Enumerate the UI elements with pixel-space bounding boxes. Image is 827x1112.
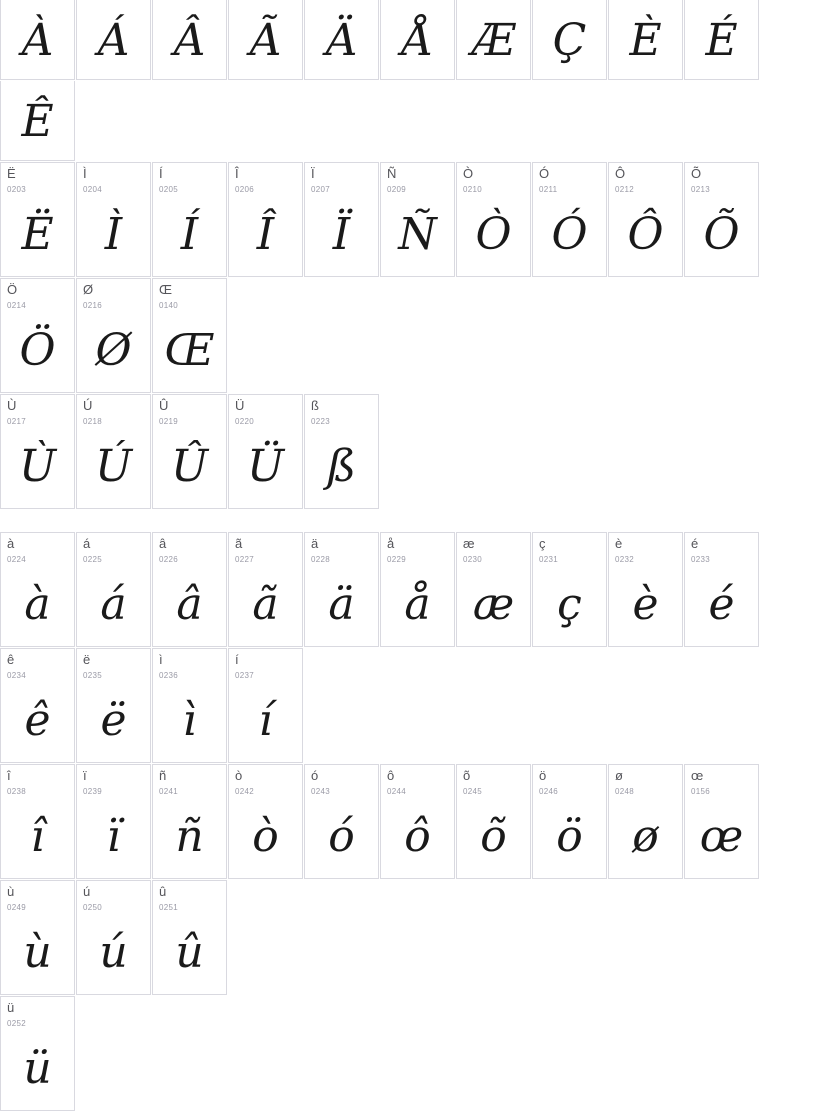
glyph-code-label: 0207 xyxy=(311,185,330,194)
glyph-character-label: Û xyxy=(159,398,169,413)
glyph-preview: ï xyxy=(106,810,121,862)
glyph-cell[interactable] xyxy=(228,0,303,80)
glyph-character-label: û xyxy=(159,884,167,899)
glyph-code-label: 0206 xyxy=(235,185,254,194)
glyph-grid-uppercase xyxy=(0,0,827,510)
glyph-cell[interactable] xyxy=(608,764,683,879)
glyph-character-label: à xyxy=(7,536,15,551)
glyph-preview: È xyxy=(629,14,662,66)
glyph-character-label: Ù xyxy=(7,398,17,413)
glyph-preview: õ xyxy=(480,810,507,862)
glyph-cell[interactable] xyxy=(76,278,151,393)
glyph-preview: Ø xyxy=(95,324,132,376)
glyph-code-label: 0229 xyxy=(387,555,406,564)
glyph-preview: Î xyxy=(256,208,275,260)
glyph-cell[interactable] xyxy=(456,162,531,277)
glyph-cell[interactable] xyxy=(228,394,303,509)
glyph-code-label: 0210 xyxy=(463,185,482,194)
glyph-preview: Â xyxy=(173,14,206,66)
glyph-character-label: Ï xyxy=(311,166,315,181)
block-separator xyxy=(0,510,827,532)
glyph-cell[interactable] xyxy=(152,394,227,509)
glyph-code-label: 0244 xyxy=(387,787,406,796)
glyph-character-label: Ë xyxy=(7,166,16,181)
glyph-preview: ç xyxy=(557,578,582,630)
glyph-code-label: 0228 xyxy=(311,555,330,564)
glyph-preview: Æ xyxy=(471,14,516,66)
glyph-character-label: ì xyxy=(159,652,163,667)
glyph-cell[interactable] xyxy=(380,532,455,647)
glyph-code-label: 0230 xyxy=(463,555,482,564)
glyph-preview: í xyxy=(258,694,273,746)
glyph-character-label: ñ xyxy=(159,768,167,783)
glyph-code-label: 0213 xyxy=(691,185,710,194)
glyph-character-label: œ xyxy=(691,768,704,783)
glyph-cell[interactable] xyxy=(380,0,455,80)
glyph-code-label: 0212 xyxy=(615,185,634,194)
glyph-cell[interactable] xyxy=(152,764,227,879)
glyph-character-label: ï xyxy=(83,768,87,783)
glyph-character-label: ã xyxy=(235,536,243,551)
glyph-character-label: ú xyxy=(83,884,91,899)
glyph-cell[interactable] xyxy=(228,648,303,763)
glyph-cell[interactable] xyxy=(304,764,379,879)
glyph-code-label: 0225 xyxy=(83,555,102,564)
glyph-code-label: 0219 xyxy=(159,417,178,426)
glyph-preview: á xyxy=(100,578,127,630)
glyph-cell[interactable] xyxy=(152,532,227,647)
glyph-preview: ö xyxy=(556,810,583,862)
glyph-code-label: 0205 xyxy=(159,185,178,194)
glyph-cell[interactable] xyxy=(456,532,531,647)
glyph-preview: Ö xyxy=(19,324,56,376)
glyph-character-label: õ xyxy=(463,768,471,783)
glyph-character-label: ò xyxy=(235,768,243,783)
glyph-character-label: æ xyxy=(463,536,475,551)
glyph-code-label: 0227 xyxy=(235,555,254,564)
glyph-preview: Ô xyxy=(627,208,664,260)
glyph-preview: ì xyxy=(182,694,197,746)
glyph-cell[interactable] xyxy=(76,764,151,879)
glyph-preview: ß xyxy=(326,440,357,492)
glyph-character-label: Ì xyxy=(83,166,87,181)
glyph-character-label: Ó xyxy=(539,166,550,181)
glyph-code-label: 0237 xyxy=(235,671,254,680)
glyph-preview: ñ xyxy=(175,810,204,862)
glyph-code-label: 0214 xyxy=(7,301,26,310)
glyph-character-label: î xyxy=(7,768,11,783)
glyph-preview: Ò xyxy=(475,208,512,260)
glyph-code-label: 0216 xyxy=(83,301,102,310)
glyph-character-label: Í xyxy=(159,166,163,181)
glyph-character-label: Ò xyxy=(463,166,474,181)
glyph-code-label: 0252 xyxy=(7,1019,26,1028)
glyph-code-label: 0245 xyxy=(463,787,482,796)
glyph-preview: Ñ xyxy=(398,208,437,260)
glyph-preview: ù xyxy=(23,926,52,978)
glyph-character-label: Î xyxy=(235,166,239,181)
glyph-character-label: ø xyxy=(615,768,623,783)
glyph-cell[interactable] xyxy=(152,880,227,995)
glyph-preview: Å xyxy=(401,14,434,66)
glyph-preview: Ü xyxy=(246,440,285,492)
glyph-cell[interactable] xyxy=(532,532,607,647)
glyph-code-label: 0203 xyxy=(7,185,26,194)
glyph-character-label: ü xyxy=(7,1000,15,1015)
glyph-preview: â xyxy=(176,578,203,630)
glyph-cell[interactable] xyxy=(228,532,303,647)
glyph-cell[interactable] xyxy=(304,162,379,277)
glyph-code-label: 0226 xyxy=(159,555,178,564)
glyph-code-label: 0239 xyxy=(83,787,102,796)
glyph-character-label: ô xyxy=(387,768,395,783)
glyph-cell[interactable] xyxy=(0,394,75,509)
glyph-cell[interactable] xyxy=(304,532,379,647)
glyph-cell[interactable] xyxy=(0,0,75,80)
glyph-character-label: ä xyxy=(311,536,319,551)
glyph-preview: Ó xyxy=(551,208,588,260)
glyph-cell[interactable] xyxy=(380,764,455,879)
glyph-preview: ø xyxy=(632,810,659,862)
glyph-character-label: Œ xyxy=(159,282,172,297)
glyph-code-label: 0231 xyxy=(539,555,558,564)
glyph-code-label: 0220 xyxy=(235,417,254,426)
glyph-code-label: 0246 xyxy=(539,787,558,796)
glyph-cell[interactable] xyxy=(76,0,151,80)
glyph-character-label: ç xyxy=(539,536,546,551)
glyph-cell[interactable] xyxy=(0,764,75,879)
glyph-preview: Œ xyxy=(164,324,215,376)
glyph-cell[interactable] xyxy=(304,394,379,509)
glyph-cell[interactable] xyxy=(76,394,151,509)
glyph-code-label: 0242 xyxy=(235,787,254,796)
glyph-character-label: é xyxy=(691,536,699,551)
glyph-cell[interactable] xyxy=(0,278,75,393)
glyph-cell[interactable] xyxy=(608,0,683,80)
glyph-cell[interactable] xyxy=(684,0,759,80)
glyph-character-label: Ñ xyxy=(387,166,397,181)
glyph-cell[interactable] xyxy=(76,880,151,995)
glyph-code-label: 0233 xyxy=(691,555,710,564)
glyph-cell[interactable] xyxy=(532,0,607,80)
glyph-cell[interactable] xyxy=(380,162,455,277)
glyph-character-label: Ô xyxy=(615,166,626,181)
glyph-code-label: 0250 xyxy=(83,903,102,912)
glyph-code-label: 0241 xyxy=(159,787,178,796)
glyph-cell[interactable] xyxy=(152,162,227,277)
glyph-preview: À xyxy=(21,14,54,66)
glyph-cell[interactable] xyxy=(684,162,759,277)
glyph-character-label: Ü xyxy=(235,398,245,413)
glyph-cell[interactable] xyxy=(608,162,683,277)
glyph-preview: û xyxy=(175,926,204,978)
glyph-code-label: 0223 xyxy=(311,417,330,426)
glyph-character-label: â xyxy=(159,536,167,551)
glyph-code-label: 0243 xyxy=(311,787,330,796)
glyph-preview: ü xyxy=(23,1042,52,1094)
uppercase-accented-block xyxy=(0,0,827,510)
glyph-cell[interactable] xyxy=(152,278,227,393)
glyph-preview: ú xyxy=(99,926,128,978)
glyph-preview: å xyxy=(404,578,431,630)
glyph-code-label: 0156 xyxy=(691,787,710,796)
glyph-cell[interactable] xyxy=(532,764,607,879)
glyph-cell[interactable] xyxy=(0,532,75,647)
glyph-character-label: ù xyxy=(7,884,15,899)
glyph-preview: Ì xyxy=(104,208,123,260)
glyph-character-label: ß xyxy=(311,398,319,413)
glyph-preview: Ç xyxy=(552,14,587,66)
glyph-preview: ó xyxy=(328,810,355,862)
glyph-code-label: 0238 xyxy=(7,787,26,796)
glyph-code-label: 0251 xyxy=(159,903,178,912)
glyph-character-label: Ö xyxy=(7,282,18,297)
glyph-cell[interactable] xyxy=(152,0,227,80)
glyph-code-label: 0218 xyxy=(83,417,102,426)
glyph-preview: è xyxy=(632,578,659,630)
glyph-preview: à xyxy=(24,578,51,630)
glyph-cell[interactable] xyxy=(152,648,227,763)
glyph-preview: Û xyxy=(170,440,209,492)
glyph-cell[interactable] xyxy=(76,162,151,277)
glyph-preview: Ê xyxy=(21,95,54,147)
glyph-code-label: 0204 xyxy=(83,185,102,194)
glyph-cell[interactable] xyxy=(456,764,531,879)
glyph-character-label: è xyxy=(615,536,623,551)
glyph-cell[interactable] xyxy=(304,0,379,80)
glyph-code-label: 0209 xyxy=(387,185,406,194)
glyph-character-label: ó xyxy=(311,768,319,783)
glyph-preview: Ù xyxy=(18,440,57,492)
glyph-character-label: Ú xyxy=(83,398,93,413)
glyph-character-label: ê xyxy=(7,652,15,667)
glyph-code-label: 0232 xyxy=(615,555,634,564)
glyph-code-label: 0217 xyxy=(7,417,26,426)
glyph-cell[interactable] xyxy=(228,764,303,879)
glyph-preview: Ï xyxy=(332,208,351,260)
glyph-cell[interactable] xyxy=(608,532,683,647)
glyph-preview: ë xyxy=(100,694,127,746)
glyph-cell[interactable] xyxy=(228,162,303,277)
glyph-preview: Ú xyxy=(94,440,133,492)
lowercase-accented-block xyxy=(0,532,827,1112)
glyph-code-label: 0236 xyxy=(159,671,178,680)
glyph-preview: ê xyxy=(24,694,51,746)
glyph-preview: Ã xyxy=(249,14,282,66)
glyph-code-label: 0235 xyxy=(83,671,102,680)
glyph-character-label: ë xyxy=(83,652,91,667)
glyph-code-label: 0140 xyxy=(159,301,178,310)
glyph-cell[interactable] xyxy=(0,648,75,763)
glyph-cell[interactable] xyxy=(456,0,531,80)
glyph-cell[interactable] xyxy=(76,532,151,647)
glyph-character-label: Õ xyxy=(691,166,702,181)
glyph-preview: Í xyxy=(180,208,199,260)
glyph-cell[interactable] xyxy=(0,880,75,995)
glyph-cell[interactable] xyxy=(0,81,75,161)
glyph-cell[interactable] xyxy=(76,648,151,763)
glyph-preview: œ xyxy=(699,810,744,862)
glyph-preview: É xyxy=(705,14,738,66)
glyph-preview: ô xyxy=(404,810,431,862)
glyph-cell[interactable] xyxy=(532,162,607,277)
glyph-cell[interactable] xyxy=(0,162,75,277)
glyph-preview: æ xyxy=(472,578,515,630)
glyph-preview: Ä xyxy=(325,14,358,66)
glyph-preview: Á xyxy=(97,14,130,66)
glyph-code-label: 0249 xyxy=(7,903,26,912)
glyph-preview: ò xyxy=(252,810,279,862)
glyph-cell[interactable] xyxy=(684,764,759,879)
glyph-preview: Ë xyxy=(21,208,54,260)
glyph-character-label: Ø xyxy=(83,282,94,297)
glyph-code-label: 0224 xyxy=(7,555,26,564)
glyph-preview: ã xyxy=(252,578,279,630)
glyph-character-label: á xyxy=(83,536,91,551)
glyph-code-label: 0211 xyxy=(539,185,558,194)
glyph-character-label: í xyxy=(235,652,239,667)
glyph-cell[interactable] xyxy=(684,532,759,647)
glyph-grid-lowercase xyxy=(0,532,827,1112)
glyph-preview: Õ xyxy=(703,208,740,260)
glyph-preview: é xyxy=(708,578,735,630)
glyph-code-label: 0234 xyxy=(7,671,26,680)
glyph-character-label: å xyxy=(387,536,395,551)
glyph-preview: ä xyxy=(328,578,355,630)
glyph-cell[interactable] xyxy=(0,996,75,1111)
glyph-character-label: ö xyxy=(539,768,547,783)
glyph-code-label: 0248 xyxy=(615,787,634,796)
glyph-preview: î xyxy=(30,810,45,862)
